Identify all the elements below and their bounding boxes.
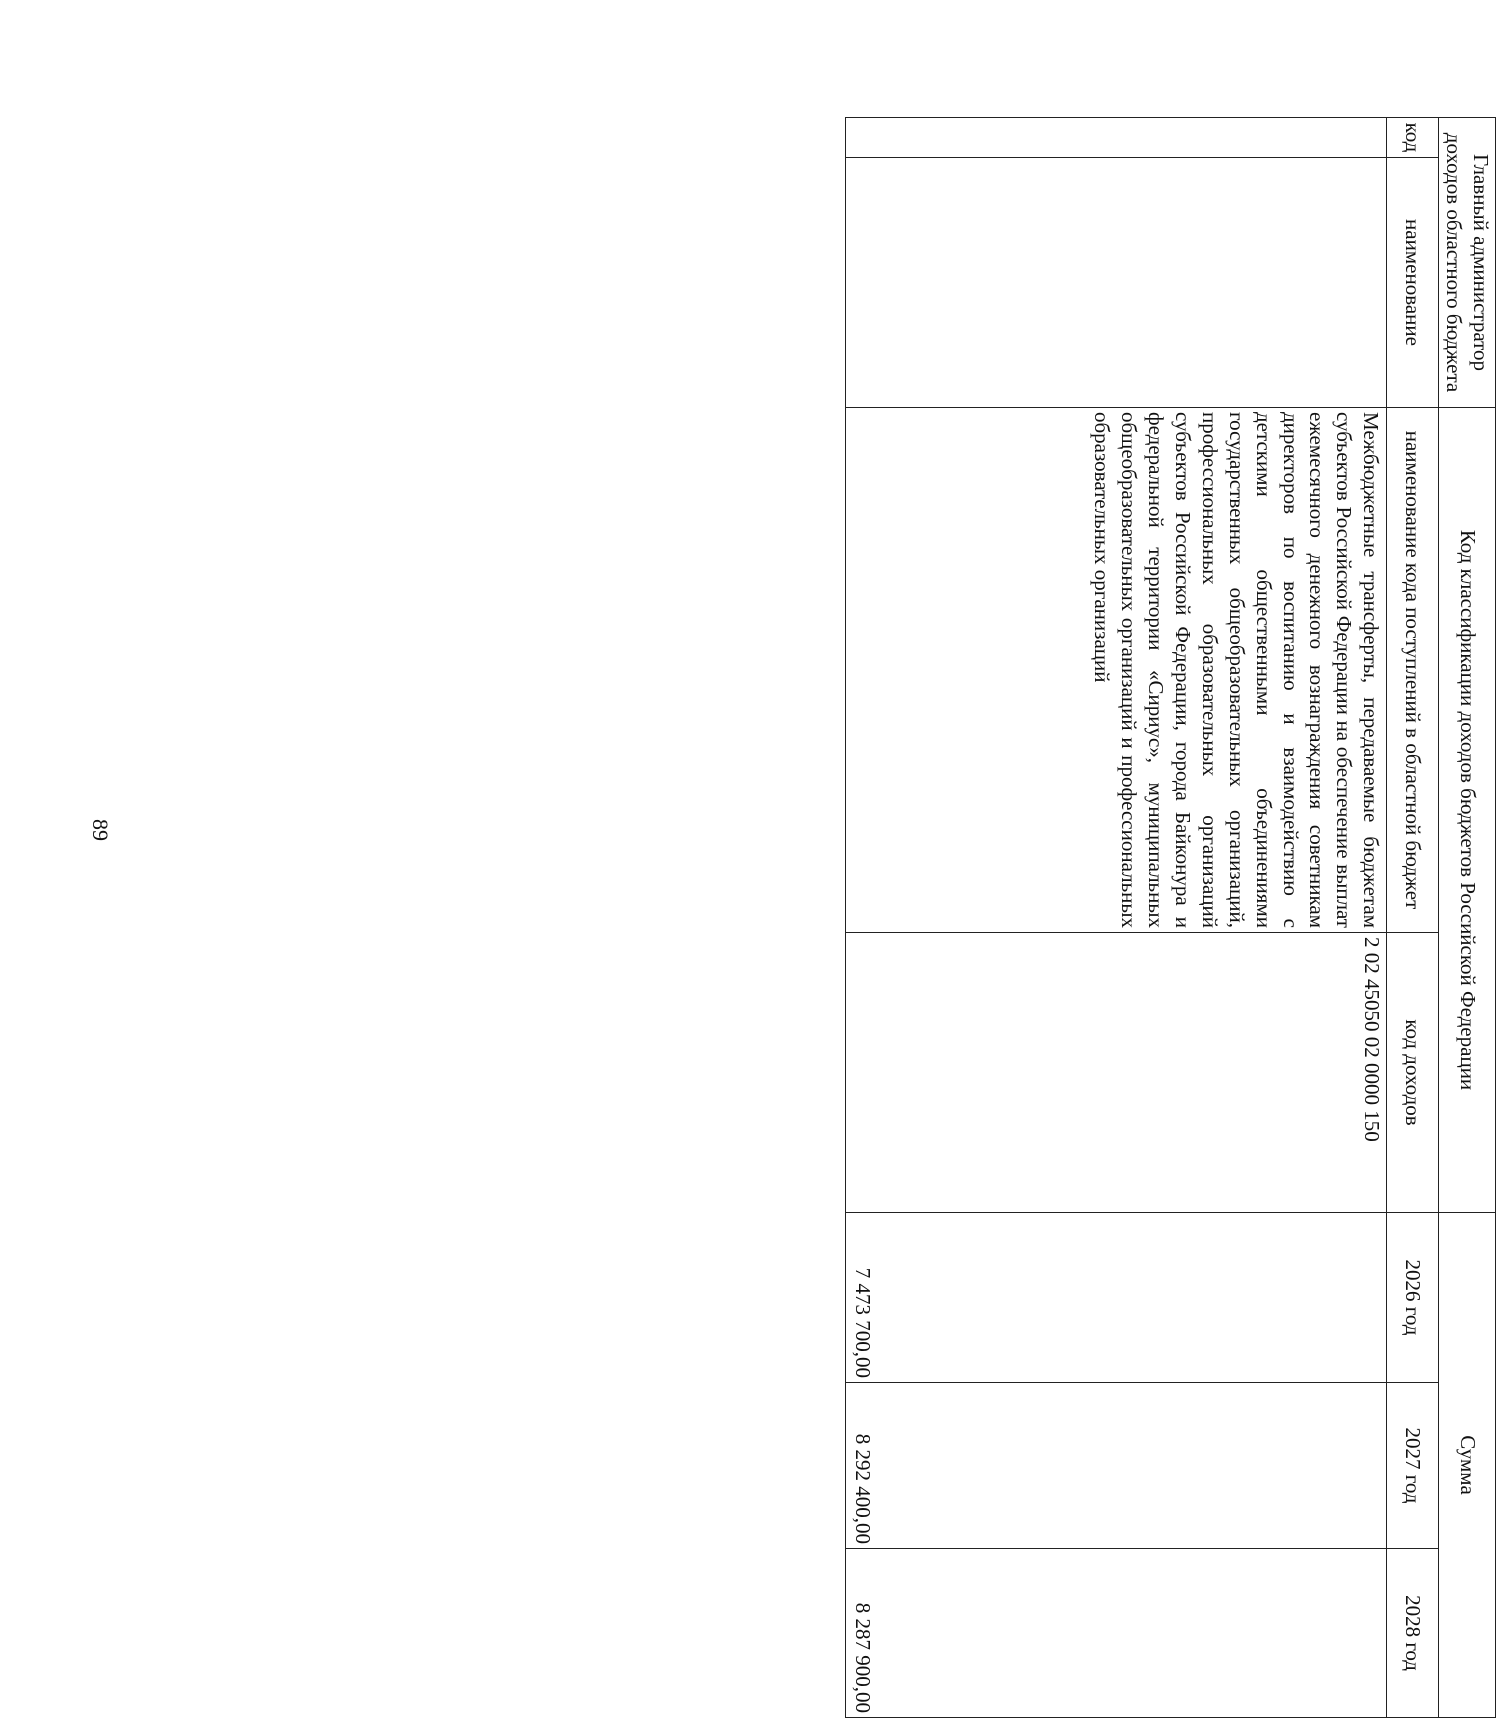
page-number: 89: [88, 819, 113, 841]
admin-code-header: код: [1387, 118, 1439, 158]
income-code-header: код доходов: [1387, 933, 1439, 1213]
header-row-1: [1439, 118, 1496, 1718]
row-sum-2027: 8 292 400,00: [846, 1383, 1387, 1549]
year-2027-header: 2027 год: [1387, 1383, 1439, 1549]
year-2026-header: 2026 год: [1387, 1213, 1439, 1383]
admin-name-header: наименование: [1387, 158, 1439, 408]
row-income-name: Межбюджетные трансферты, передаваемые бюджетам субъектов Российской Федерации на обеспечение выплат ежемесячного денежного вознаграждения советникам директоров по воспитанию и взаимодействию с детскими общественными объединениями государственных общеобразовательных организаций, профессиональных образовательных организаций субъектов Российской Федерации, города Байконура и федеральной территории «Сириус», муниципальных общеобразовательных организаций и профессиональных образовательных организаций: [846, 408, 1387, 933]
year-2028-header: 2028 год: [1387, 1549, 1439, 1718]
table-row: [846, 118, 1387, 1718]
classification-group-header: Код классификации доходов бюджетов Российской Федерации: [1439, 408, 1496, 1213]
row-admin-name: [846, 158, 1387, 408]
row-income-code: 2 02 45050 02 0000 150: [846, 933, 1387, 1213]
budget-income-table: [845, 117, 1496, 1718]
row-sum-2026: 7 473 700,00: [846, 1213, 1387, 1383]
header-row-2: [1387, 118, 1439, 1718]
income-name-header: наименование кода поступлений в областной бюджет: [1387, 408, 1439, 933]
sum-group-header: Сумма: [1439, 1213, 1496, 1718]
rotated-page-content: [845, 117, 1496, 1717]
row-admin-code: [846, 118, 1387, 158]
row-sum-2028: 8 287 900,00: [846, 1549, 1387, 1718]
admin-group-header: Главный администратор доходов областного бюджета: [1439, 118, 1496, 408]
